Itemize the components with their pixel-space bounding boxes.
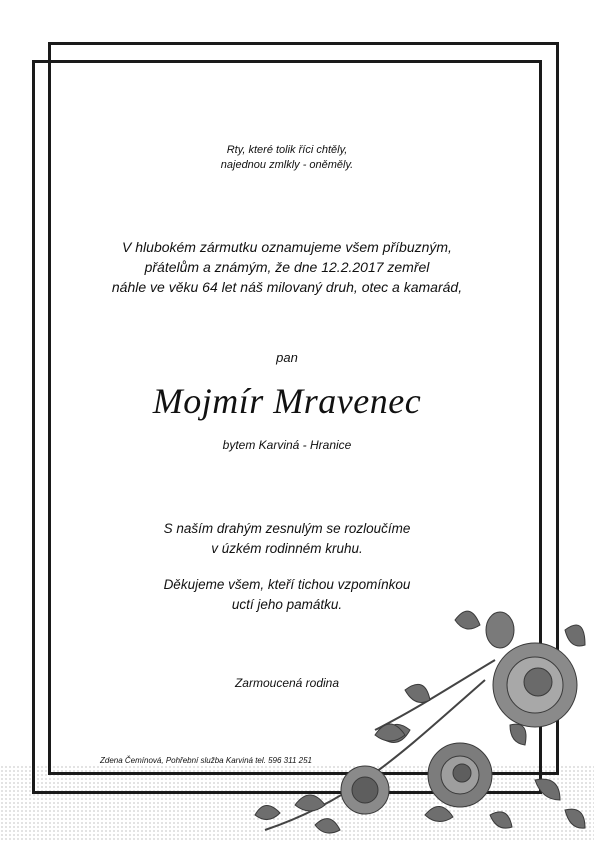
motto-line: Rty, které tolik říci chtěly, <box>226 144 348 156</box>
residence: bytem Karviná - Hranice <box>222 438 352 452</box>
farewell-line: S naším drahým zesnulým se rozloučíme <box>163 521 411 536</box>
farewell-text <box>32 519 542 559</box>
announcement <box>32 237 542 297</box>
announcement-line: V hlubokém zármutku oznamujeme všem příbuzným, <box>122 239 452 255</box>
thanks-line: uctí jeho památku. <box>231 597 343 612</box>
funeral-service-footer: Zdena Čemínová, Pohřební služba Karviná tel. 596 311 251 <box>100 756 312 765</box>
thanks-line: Děkujeme všem, kteří tichou vzpomínkou <box>163 577 411 592</box>
roses-icon <box>235 600 594 841</box>
deceased-name: Mojmír Mravenec <box>152 381 422 421</box>
motto-line: najednou zmlkly - oněměly. <box>220 159 354 171</box>
signature: Zarmoucená rodina <box>234 676 340 690</box>
motto <box>32 143 542 173</box>
farewell-line: v úzkém rodinném kruhu. <box>211 541 363 556</box>
announcement-line: přátelům a známým, že dne 12.2.2017 zemřel <box>144 259 430 275</box>
title-pan: pan <box>276 350 298 365</box>
announcement-line: náhle ve věku 64 let náš milovaný druh, otec a kamarád, <box>111 279 463 295</box>
